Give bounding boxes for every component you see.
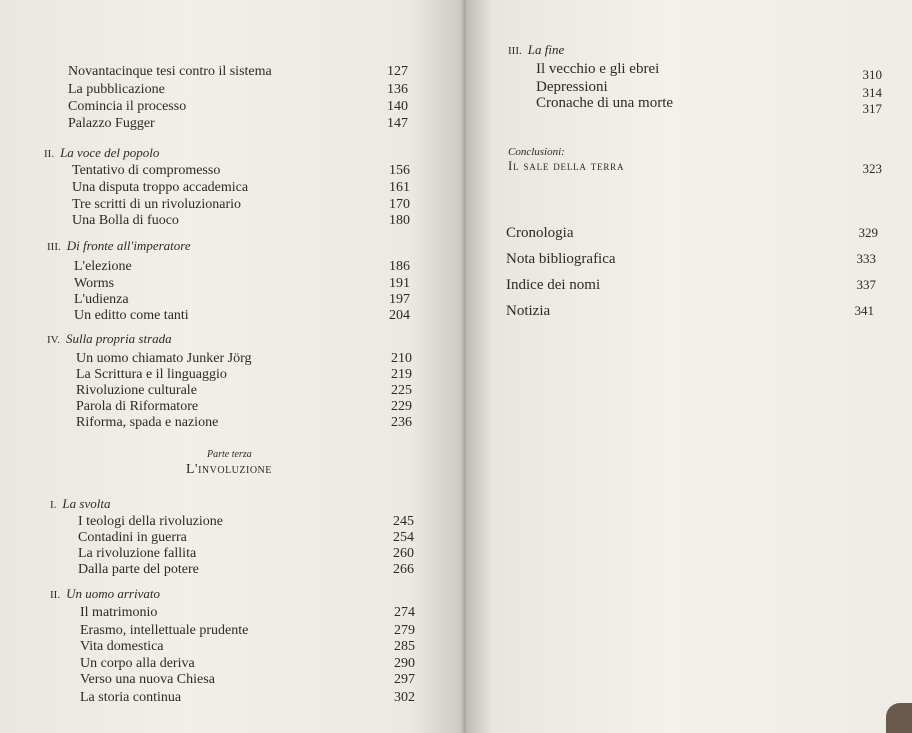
entry-title: Verso una nuova Chiesa	[80, 672, 215, 687]
part-title: L'involuzione	[186, 462, 272, 477]
entry-title: Un editto come tanti	[74, 308, 189, 323]
entry-page: 329	[858, 225, 878, 240]
entry-page: 314	[862, 85, 882, 100]
toc-entry	[506, 250, 876, 268]
chapter-numeral: I.	[50, 499, 57, 511]
entry-title: Un corpo alla deriva	[80, 656, 195, 671]
entry-page: 290	[394, 656, 415, 671]
entry-title: Novantacinque tesi contro il sistema	[68, 64, 272, 79]
entry-page: 180	[389, 213, 410, 228]
entry-page: 161	[389, 180, 410, 195]
entry-page: 317	[862, 101, 882, 116]
entry-title: Parola di Riformatore	[76, 399, 199, 414]
chapter-title: Di fronte all'imperatore	[66, 238, 191, 253]
toc-entry	[72, 197, 410, 213]
toc-entry	[76, 399, 412, 415]
entry-page: 279	[394, 623, 415, 638]
chapter-numeral: IV.	[47, 334, 60, 346]
toc-entry	[74, 308, 410, 324]
entry-page: 156	[389, 163, 410, 178]
chapter-heading	[508, 42, 564, 58]
entry-title: Una disputa troppo accademica	[72, 180, 249, 195]
chapter-heading	[47, 238, 191, 254]
entry-title: Una Bolla di fuoco	[72, 213, 179, 228]
entry-title: Il vecchio e gli ebrei	[536, 61, 660, 77]
chapter-numeral: III.	[508, 45, 522, 57]
toc-entry	[68, 64, 408, 80]
toc-entry	[536, 60, 882, 82]
toc-entry	[506, 276, 876, 294]
conclusions-title: Il sale della terra	[508, 158, 625, 173]
chapter-numeral: II.	[50, 589, 61, 601]
toc-entry	[80, 656, 415, 672]
entry-page: 254	[393, 530, 414, 545]
entry-title: Riforma, spada e nazione	[76, 415, 219, 430]
chapter-numeral: III.	[47, 241, 61, 253]
conclusions-label: Conclusioni:	[508, 146, 565, 158]
entry-page: 285	[394, 639, 415, 654]
toc-entry	[74, 259, 410, 275]
toc-entry	[68, 99, 408, 115]
chapter-heading	[44, 145, 159, 161]
entry-title: Palazzo Fugger	[68, 116, 155, 131]
entry-title: Cronologia	[506, 225, 574, 241]
toc-entry	[80, 605, 415, 621]
entry-page: 245	[393, 514, 414, 529]
right-page	[466, 0, 912, 733]
toc-entry	[76, 367, 412, 383]
entry-page: 323	[862, 161, 882, 176]
chapter-title: La svolta	[62, 496, 111, 511]
entry-title: L'udienza	[74, 292, 129, 307]
entry-page: 225	[391, 383, 412, 398]
entry-page: 170	[389, 197, 410, 212]
entry-page: 191	[389, 276, 410, 291]
entry-page: 140	[387, 99, 408, 114]
entry-title: La rivoluzione fallita	[78, 546, 197, 561]
entry-title: Indice dei nomi	[506, 277, 601, 293]
entry-title: La pubblicazione	[68, 82, 165, 97]
entry-title: Erasmo, intellettuale prudente	[80, 623, 249, 638]
toc-entry	[78, 530, 414, 546]
entry-title: Comincia il processo	[68, 99, 187, 114]
entry-page: 333	[856, 251, 876, 266]
toc-entry	[76, 351, 412, 367]
chapter-numeral: II.	[44, 148, 55, 160]
entry-title: Depressioni	[536, 79, 608, 95]
entry-page: 236	[391, 415, 412, 430]
toc-entry	[72, 213, 410, 229]
entry-page: 127	[387, 64, 408, 79]
toc-entry	[68, 116, 408, 132]
toc-entry	[78, 546, 414, 562]
toc-entry	[76, 383, 412, 399]
entry-page: 341	[854, 303, 874, 318]
entry-page: 260	[393, 546, 414, 561]
toc-entry	[76, 415, 412, 431]
entry-title: La Scrittura e il linguaggio	[76, 367, 227, 382]
entry-title: Vita domestica	[80, 639, 164, 654]
entry-page: 136	[387, 82, 408, 97]
toc-entry	[80, 690, 415, 706]
toc-entry	[508, 158, 882, 174]
toc-entry	[72, 163, 410, 179]
entry-page: 274	[394, 605, 415, 620]
entry-page: 297	[394, 672, 415, 687]
entry-title: Contadini in guerra	[78, 530, 187, 545]
toc-entry	[74, 276, 410, 292]
entry-title: Tentativo di compromesso	[72, 163, 221, 178]
toc-entry	[506, 224, 878, 242]
chapter-heading	[50, 496, 110, 512]
entry-title: Dalla parte del potere	[78, 562, 199, 577]
entry-page: 219	[391, 367, 412, 382]
entry-title: Worms	[74, 276, 115, 291]
toc-entry	[80, 639, 415, 655]
entry-title: Cronache di una morte	[536, 95, 674, 111]
toc-entry	[68, 82, 408, 98]
chapter-heading	[50, 586, 160, 602]
chapter-title: La fine	[527, 42, 565, 57]
chapter-title: Sulla propria strada	[65, 331, 172, 346]
toc-entry	[74, 292, 410, 308]
entry-page: 210	[391, 351, 412, 366]
chapter-heading	[47, 331, 172, 347]
entry-page: 197	[389, 292, 410, 307]
entry-title: La storia continua	[80, 690, 182, 705]
entry-page: 204	[389, 308, 410, 323]
entry-title: Un uomo chiamato Junker Jörg	[76, 351, 252, 366]
entry-page: 266	[393, 562, 414, 577]
entry-page: 302	[394, 690, 415, 705]
entry-page: 147	[387, 116, 408, 131]
entry-page: 337	[856, 277, 876, 292]
entry-title: Notizia	[506, 303, 551, 319]
chapter-title: Un uomo arrivato	[66, 586, 160, 601]
toc-entry	[506, 302, 874, 320]
toc-entry	[78, 562, 414, 578]
background-corner	[886, 703, 912, 733]
entry-title: I teologi della rivoluzione	[78, 514, 224, 529]
entry-page: 310	[862, 67, 882, 82]
entry-title: L'elezione	[74, 259, 132, 274]
entry-title: Rivoluzione culturale	[76, 383, 197, 398]
entry-page: 229	[391, 399, 412, 414]
toc-entry	[80, 672, 415, 688]
entry-title: Nota bibliografica	[506, 251, 616, 267]
toc-entry	[72, 180, 410, 196]
chapter-title: La voce del popolo	[60, 145, 160, 160]
toc-entry	[536, 94, 882, 116]
entry-title: Il matrimonio	[80, 605, 158, 620]
entry-page: 186	[389, 259, 410, 274]
part-label: Parte terza	[207, 449, 252, 460]
entry-title: Tre scritti di un rivoluzionario	[72, 197, 242, 212]
toc-entry	[78, 514, 414, 530]
toc-entry	[80, 623, 415, 639]
